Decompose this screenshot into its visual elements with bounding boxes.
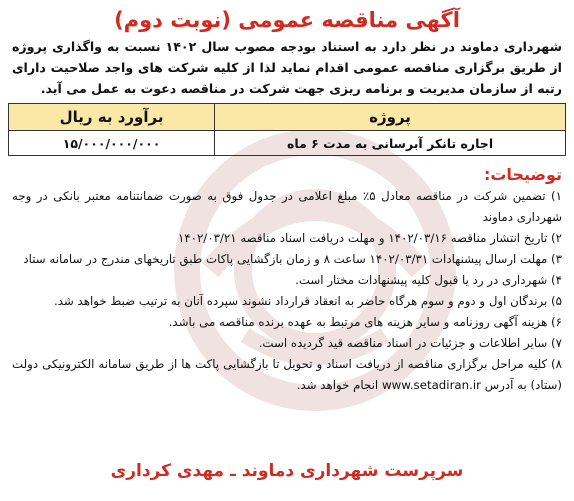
estimate-column-header: برآورد به ریال bbox=[9, 104, 215, 131]
signature-line: سرپرست شهرداری دماوند ـ مهدی کرداری bbox=[110, 461, 464, 481]
project-cell: اجاره تانکر آبرسانی به مدت ۶ ماه bbox=[215, 131, 566, 156]
list-item: ۸) کلیه مراحل برگزاری مناقصه از دریافت اسناد و تحویل تا بازگشایی پاکت ها از طریق سامانه الکترونیکی دولت (ستاد) به آدرس www.setadiran.ir انجام خواهد شد. bbox=[12, 357, 562, 392]
project-column-header: پروژه bbox=[215, 104, 566, 131]
project-table-header-row bbox=[9, 104, 566, 131]
list-item: ۵) برندگان اول و دوم و سوم هرگاه حاضر به انعقاد قرارداد نشوند سپرده آنان به ترتیب ضبط خواهد شد. bbox=[53, 294, 562, 308]
notice-intro: شهرداری دماوند در نظر دارد به استناد بودجه مصوب سال ۱۴۰۲ نسبت به واگذاری پروژه از طریق برگزاری مناقصه عمومی اقدام نماید لذا از کلیه شرکت های واجد صلاحیت دارای رتبه از سازمان مدیریت و برنامه ریزی جهت شرکت در مناقصه دعوت به عمل می آید. bbox=[12, 39, 562, 96]
list-item: ۲) تاریخ انتشار مناقصه ۱۴۰۲/۰۳/۱۶ و مهلت دریافت اسناد مناقصه ۱۴۰۲/۰۳/۲۱ bbox=[177, 231, 562, 245]
notice-title: آگهی مناقصه عمومی (نوبت دوم) bbox=[114, 8, 460, 32]
list-item: ۶) هزینه آگهی روزنامه و سایر هزینه های مرتبط به عهده برنده مناقصه می باشد. bbox=[168, 315, 562, 329]
list-item: ۴) شهرداری در رد یا قبول کلیه پیشنهادات مختار است. bbox=[295, 273, 562, 287]
notes-heading: توضیحات: bbox=[483, 165, 562, 184]
list-item: ۷) سایر اطلاعات و جزئیات در اسناد مناقصه قید گردیده است. bbox=[258, 336, 562, 350]
project-table bbox=[8, 103, 566, 156]
notes-list bbox=[8, 186, 566, 396]
estimate-cell: ۱۵/۰۰۰/۰۰۰/۰۰۰ bbox=[9, 131, 215, 156]
list-item: ۳) مهلت ارسال پیشنهادات ۱۴۰۲/۰۳/۳۱ ساعت ۸ و زمان بازگشایی پاکات طبق تاریخهای مندرج در سامانه ستاد bbox=[23, 252, 562, 266]
list-item: ۱) تضمین شرکت در مناقصه معادل ۵٪ مبلغ اعلامی در جدول فوق به صورت ضمانتنامه معتبر بانکی در وجه شهرداری دماوند bbox=[12, 189, 562, 224]
notice-content bbox=[8, 6, 566, 396]
table-row bbox=[9, 131, 566, 156]
